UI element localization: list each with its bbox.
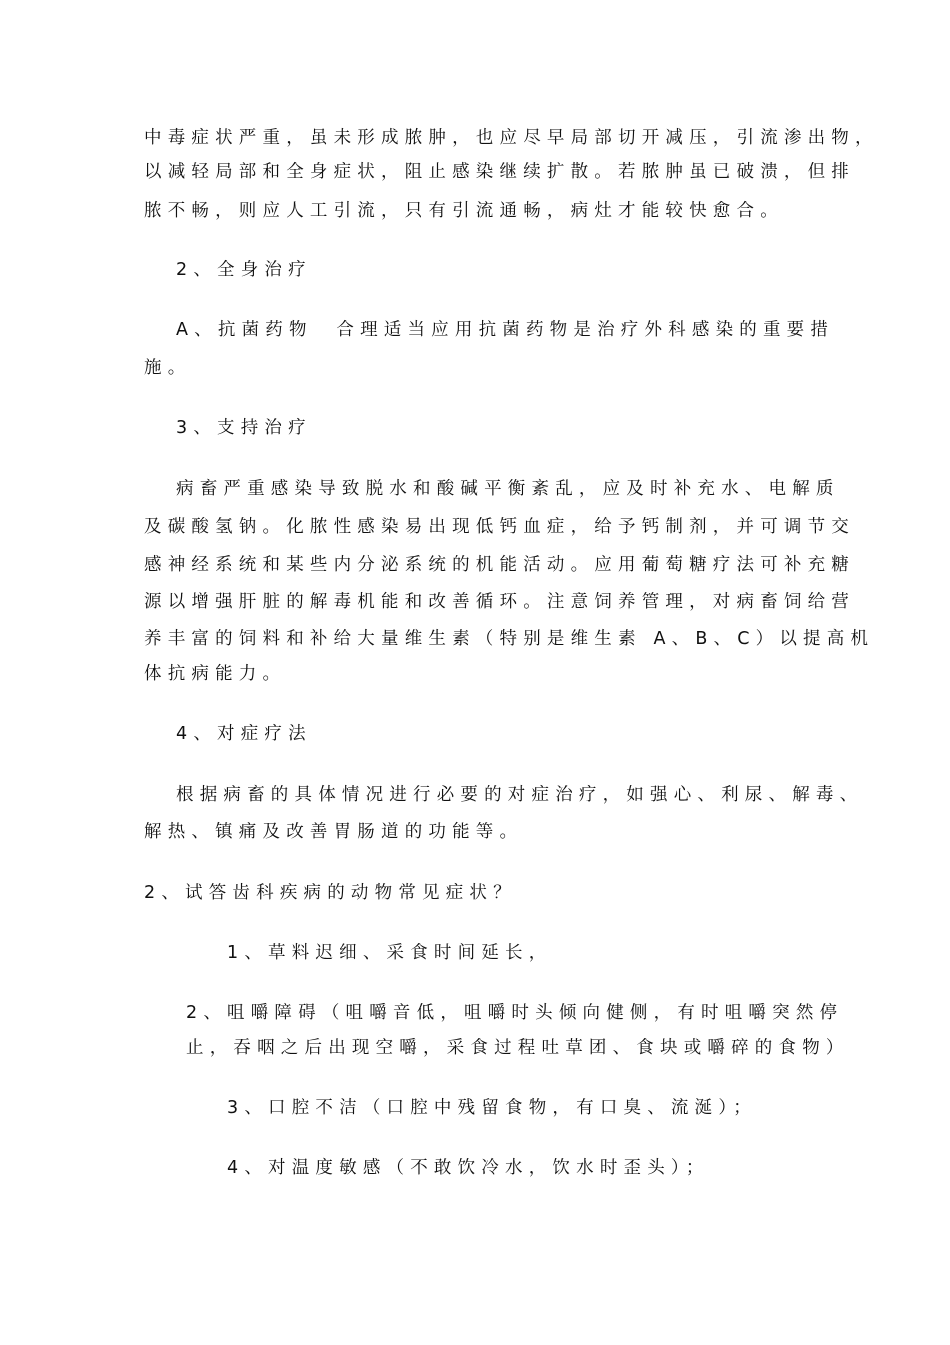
text-line: 以减轻局部和全身症状，阻止感染继续扩散。若脓肿虽已破溃，但排 <box>144 162 855 182</box>
list-item: 1、草料迟细、采食时间延长， <box>227 943 553 963</box>
text-line: A、抗菌药物 合理适当应用抗菌药物是治疗外科感染的重要措 <box>176 320 835 340</box>
list-item: 3、口腔不洁（口腔中残留食物，有口臭、流涎）； <box>227 1098 757 1118</box>
text-line: 根据病畜的具体情况进行必要的对症治疗，如强心、利尿、解毒、 <box>176 785 864 805</box>
list-item: 4、对温度敏感（不敢饮冷水，饮水时歪头）； <box>227 1158 710 1178</box>
section-heading: 4、对症疗法 <box>176 724 312 744</box>
question-heading: 2、试答齿科疾病的动物常见症状？ <box>144 883 517 903</box>
text-line: 感神经系统和某些内分泌系统的机能活动。应用葡萄糖疗法可补充糖 <box>144 555 855 575</box>
section-heading: 3、支持治疗 <box>176 418 312 438</box>
text-line: 施。 <box>144 358 192 378</box>
text-line: 源以增强肝脏的解毒机能和改善循环。注意饲养管理，对病畜饲给营 <box>144 592 855 612</box>
text-line: 体抗病能力。 <box>144 664 287 684</box>
text-line: 脓不畅，则应人工引流，只有引流通畅，病灶才能较快愈合。 <box>144 201 784 221</box>
text-line: 解热、镇痛及改善胃肠道的功能等。 <box>144 822 524 842</box>
section-heading: 2、全身治疗 <box>176 260 312 280</box>
text-line: 及碳酸氢钠。化脓性感染易出现低钙血症，给予钙制剂，并可调节交 <box>144 517 855 537</box>
text-line: 病畜严重感染导致脱水和酸碱平衡紊乱，应及时补充水、电解质 <box>176 479 840 499</box>
list-item: 2、咀嚼障碍（咀嚼音低，咀嚼时头倾向健侧，有时咀嚼突然停 <box>186 1003 844 1023</box>
text-line: 养丰富的饲料和补给大量维生素（特别是维生素 A、B、C）以提高机 <box>144 629 875 649</box>
text-line: 中毒症状严重，虽未形成脓肿，也应尽早局部切开减压，引流渗出物， <box>144 128 879 148</box>
list-item-continuation: 止，吞咽之后出现空嚼，采食过程吐草团、食块或嚼碎的食物） <box>186 1038 850 1058</box>
